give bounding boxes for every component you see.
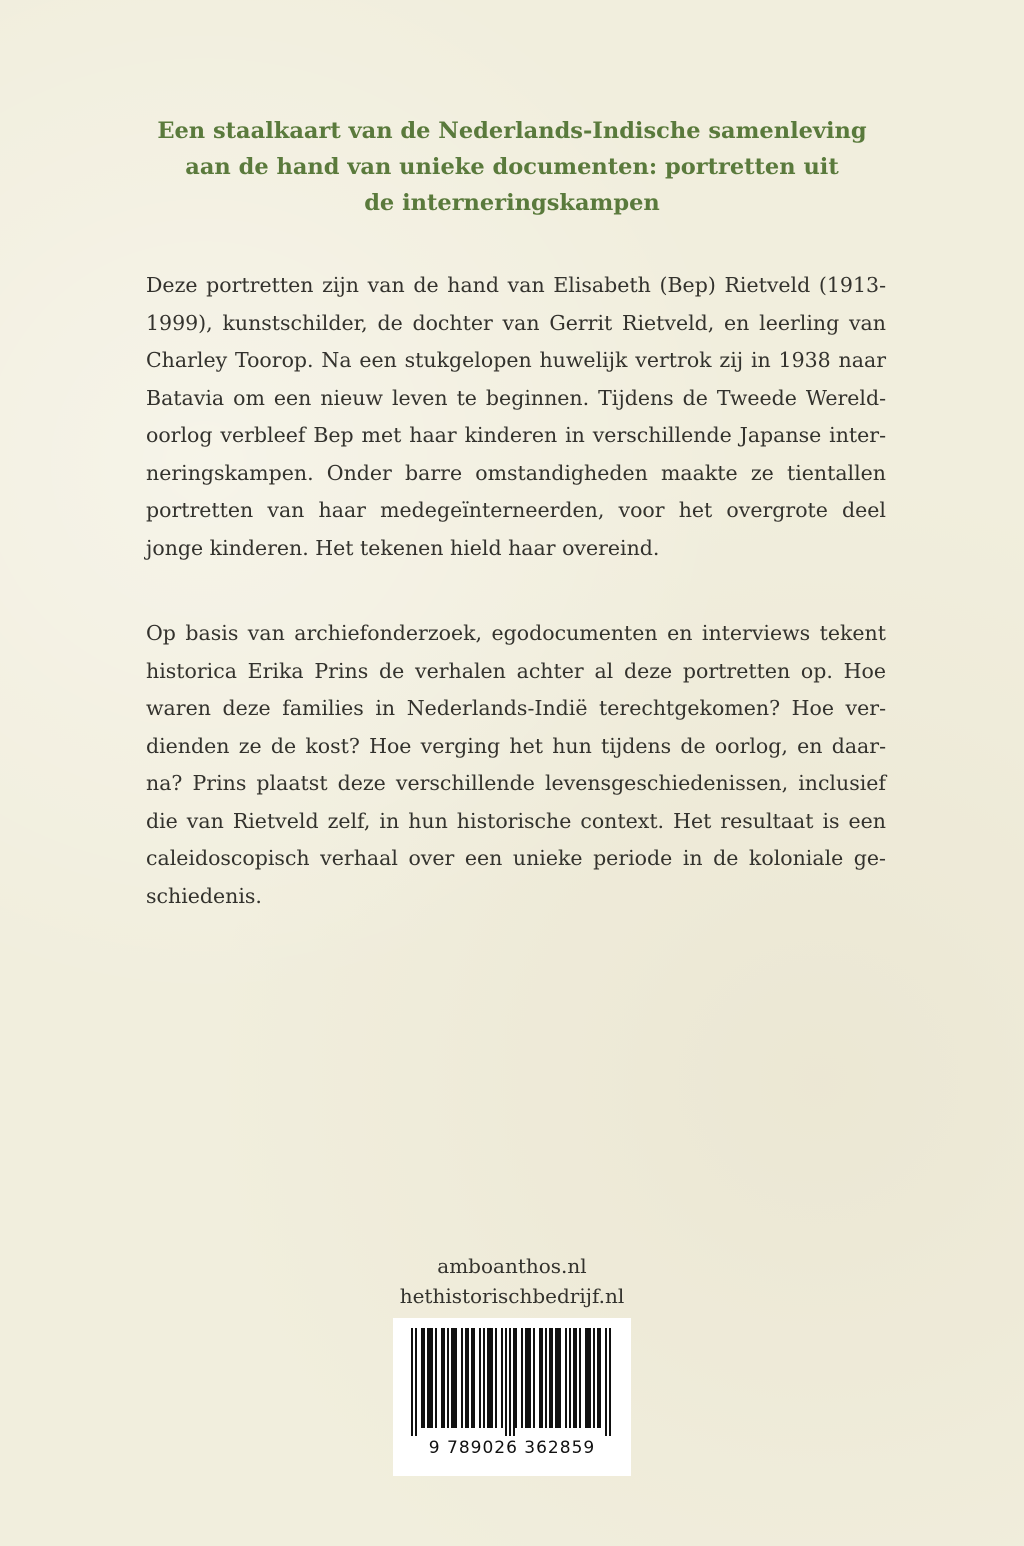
barcode-bar — [585, 1328, 587, 1428]
text-line: caleidoscopisch verhaal over een unieke periode in de koloniale ge- — [146, 846, 886, 870]
barcode-bar — [609, 1328, 611, 1436]
text-line: portretten van haar medegeïnterneerden, voor het overgrote deel — [146, 498, 886, 522]
barcode-bar — [443, 1328, 445, 1428]
barcode-bar — [441, 1328, 443, 1428]
heading-line: Een staalkaart van de Nederlands-Indische samenleving — [157, 118, 867, 144]
barcode-bar — [465, 1328, 467, 1428]
barcode-bar — [573, 1328, 575, 1428]
text-line: Batavia om een nieuw leven te beginnen. Tijdens de Tweede Wereld- — [146, 385, 886, 410]
barcode-bar — [529, 1328, 531, 1428]
text-line: schiedenis. — [146, 883, 262, 908]
barcode-bar — [559, 1328, 561, 1428]
heading-line: aan de hand van unieke documenten: portretten uit — [185, 154, 839, 180]
text-line: historica Erika Prins de verhalen achter al deze portretten op. Hoe — [146, 658, 886, 683]
barcode-bar — [415, 1328, 417, 1436]
publisher-urls — [312, 1251, 712, 1311]
text-line: neringskampen. Onder barre omstandigheden maakte ze tientallen — [146, 460, 886, 485]
barcode-bar — [483, 1328, 485, 1428]
publisher-url[interactable]: hethistorischbedrijf.nl — [399, 1284, 625, 1308]
barcode-bar — [513, 1328, 515, 1436]
barcode-bar — [525, 1328, 527, 1428]
barcode-bar — [489, 1328, 491, 1428]
barcode-bar — [521, 1328, 523, 1428]
text-line: Op basis van archiefonderzoek, egodocumenten en interviews tekent — [146, 621, 886, 645]
heading-line: de interneringskampen — [364, 190, 660, 216]
text-line: 1999), kunstschilder, de dochter van Gerrit Rietveld, en leerling van — [146, 310, 886, 335]
barcode-bar — [479, 1328, 481, 1428]
isbn-number: 9 789026 362859 — [428, 1438, 596, 1458]
barcode-bar — [467, 1328, 469, 1428]
barcode — [393, 1318, 631, 1476]
barcode-bar — [487, 1328, 489, 1428]
barcode-bars — [411, 1328, 613, 1436]
barcode-bar — [455, 1328, 457, 1428]
barcode-bar — [555, 1328, 557, 1428]
publisher-url[interactable]: amboanthos.nl — [437, 1254, 587, 1278]
barcode-bar — [453, 1328, 455, 1428]
barcode-bar — [421, 1328, 423, 1428]
cover-heading — [110, 113, 914, 221]
barcode-bar — [605, 1328, 607, 1436]
barcode-bar — [451, 1328, 453, 1428]
barcode-bar — [549, 1328, 551, 1428]
barcode-bar — [431, 1328, 433, 1428]
barcode-bar — [429, 1328, 431, 1428]
barcode-bar — [587, 1328, 589, 1428]
barcode-bar — [565, 1328, 567, 1428]
barcode-bar — [545, 1328, 547, 1428]
barcode-bar — [551, 1328, 553, 1428]
barcode-bar — [527, 1328, 529, 1428]
text-line: Charley Toorop. Na een stukgelopen huwelijk vertrok zij in 1938 naar — [146, 348, 886, 372]
barcode-bar — [471, 1328, 473, 1428]
barcode-bar — [579, 1328, 581, 1428]
barcode-bar — [515, 1328, 517, 1428]
barcode-bar — [435, 1328, 437, 1428]
text-line: die van Rietveld zelf, in hun historische context. Het resultaat is een — [146, 808, 886, 833]
blurb-paragraph-2 — [146, 615, 886, 915]
barcode-bar — [461, 1328, 463, 1428]
barcode-bar — [597, 1328, 599, 1428]
barcode-bar — [427, 1328, 429, 1428]
barcode-bar — [423, 1328, 425, 1428]
text-line: waren deze families in Nederlands-Indië terechtgekomen? Hoe ver- — [146, 696, 886, 720]
barcode-bar — [491, 1328, 493, 1428]
barcode-bar — [505, 1328, 507, 1436]
barcode-bar — [541, 1328, 543, 1428]
barcode-bar — [575, 1328, 577, 1428]
text-line: dienden ze de kost? Hoe verging het hun tijdens de oorlog, en daar- — [146, 733, 886, 758]
barcode-bar — [533, 1328, 535, 1428]
text-line: jonge kinderen. Het tekenen hield haar overeind. — [146, 535, 660, 560]
barcode-bar — [411, 1328, 413, 1436]
barcode-bar — [509, 1328, 511, 1436]
barcode-bar — [447, 1328, 449, 1428]
barcode-bar — [569, 1328, 571, 1428]
barcode-bar — [599, 1328, 601, 1428]
barcode-bar — [589, 1328, 591, 1428]
barcode-bar — [593, 1328, 595, 1428]
barcode-bar — [539, 1328, 541, 1428]
barcode-bar — [501, 1328, 503, 1428]
text-line: Deze portretten zijn van de hand van Elisabeth (Bep) Rietveld (1913- — [146, 273, 886, 297]
blurb-paragraph-1 — [146, 267, 886, 567]
barcode-bar — [495, 1328, 497, 1428]
text-line: oorlog verbleef Bep met haar kinderen in verschillende Japanse inter- — [146, 423, 886, 447]
barcode-bar — [473, 1328, 475, 1428]
barcode-bar — [557, 1328, 559, 1428]
text-line: na? Prins plaatst deze verschillende levensgeschiedenissen, inclusief — [146, 771, 886, 795]
